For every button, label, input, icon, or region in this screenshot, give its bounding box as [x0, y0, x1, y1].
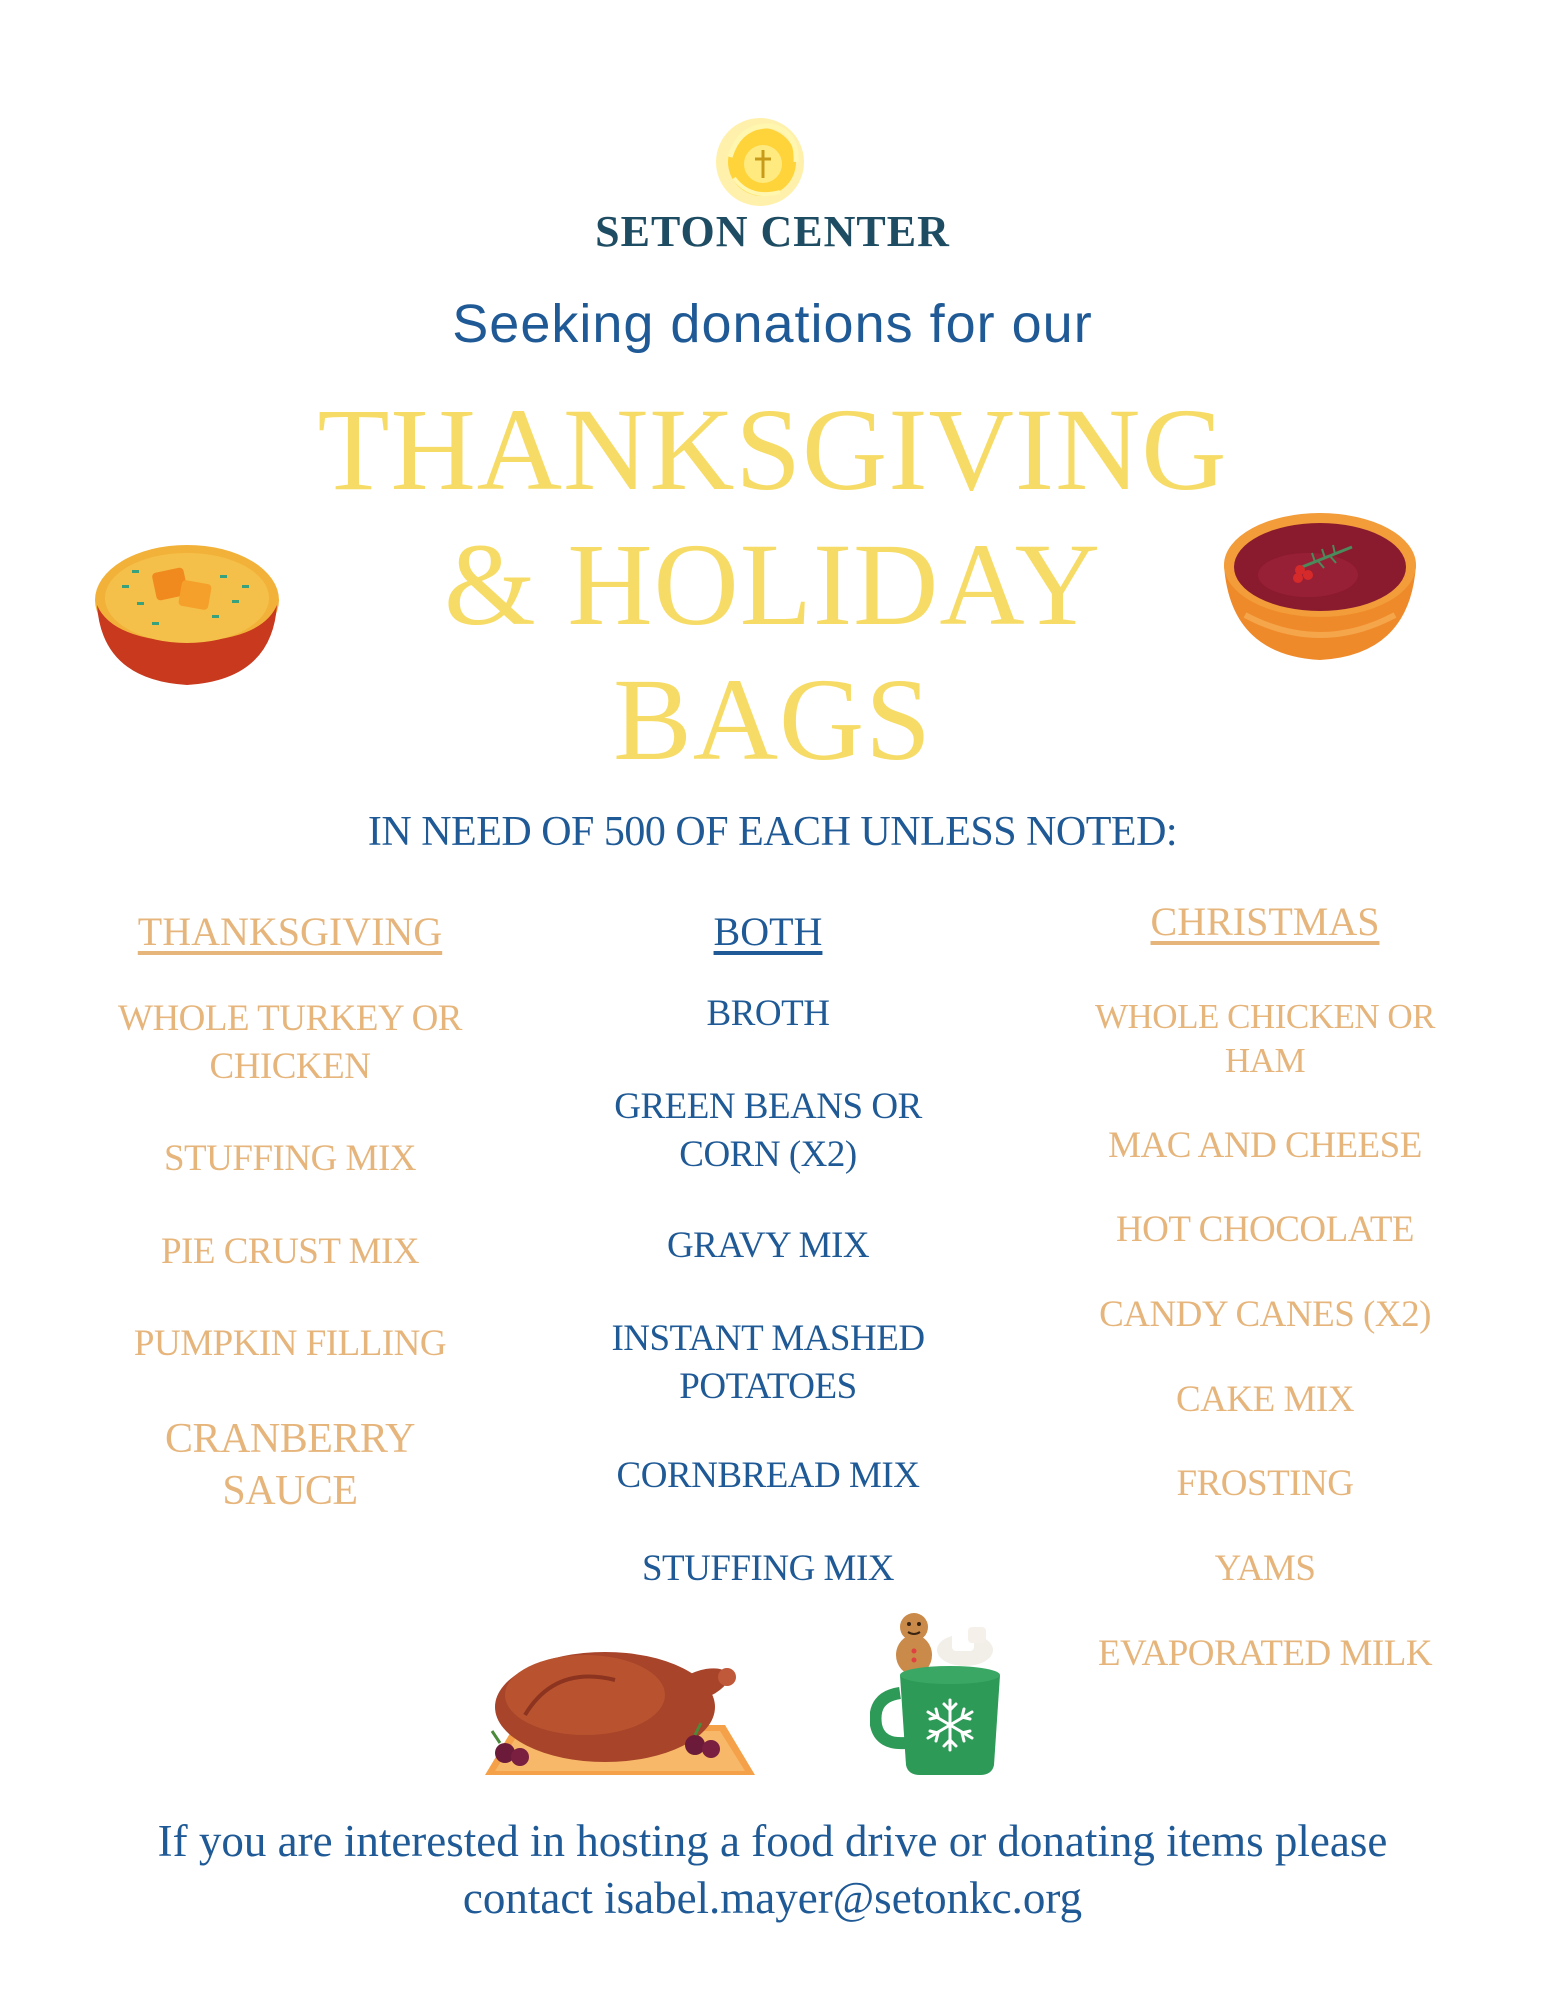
stuffing-bowl-icon [92, 540, 282, 690]
footer-line-1: If you are interested in hosting a food drive or donating items please [157, 1816, 1388, 1866]
org-name: SETON CENTER [595, 207, 950, 256]
both-item: GREEN BEANS OR CORN (X2) [614, 1086, 922, 1175]
heading-christmas: CHRISTMAS [1150, 899, 1380, 944]
seton-logo-icon [710, 112, 810, 212]
headline-line-1: THANKSGIVING [317, 384, 1228, 515]
headline-line-2: & HOLIDAY [444, 519, 1101, 650]
both-item: GRAVY MIX [666, 1225, 870, 1266]
thanksgiving-item: STUFFING MIX [163, 1138, 416, 1179]
christmas-item: FROSTING [1176, 1463, 1354, 1504]
christmas-item: WHOLE CHICKEN OR HAM [1094, 997, 1436, 1080]
thanksgiving-item: CRANBERRY SAUCE [165, 1416, 415, 1514]
footer-contact[interactable]: contact isabel.mayer@setonkc.org [462, 1873, 1083, 1923]
thanksgiving-item: PIE CRUST MIX [160, 1231, 420, 1272]
both-item: STUFFING MIX [641, 1548, 894, 1589]
christmas-item: MAC AND CHEESE [1108, 1125, 1422, 1166]
thanksgiving-item: PUMPKIN FILLING [133, 1323, 447, 1364]
heading-both: BOTH [713, 909, 823, 954]
tagline: Seeking donations for our [452, 294, 1093, 354]
christmas-item: YAMS [1214, 1548, 1316, 1589]
christmas-item: EVAPORATED MILK [1097, 1633, 1433, 1674]
hot-cocoa-mug-icon [870, 1605, 1040, 1780]
both-item: BROTH [706, 993, 830, 1034]
roast-turkey-icon [465, 1625, 765, 1785]
need-note: IN NEED OF 500 OF EACH UNLESS NOTED: [367, 809, 1178, 855]
christmas-item: CANDY CANES (X2) [1099, 1294, 1431, 1335]
heading-thanksgiving: THANKSGIVING [137, 909, 443, 954]
christmas-item: HOT CHOCOLATE [1115, 1209, 1415, 1250]
both-item: INSTANT MASHED POTATOES [611, 1318, 925, 1407]
gingerbread-man-icon [896, 1613, 932, 1675]
cranberry-bowl-icon [1220, 505, 1420, 665]
both-item: CORNBREAD MIX [616, 1455, 920, 1496]
headline-line-3: BAGS [613, 654, 932, 785]
thanksgiving-item: WHOLE TURKEY OR CHICKEN [118, 998, 462, 1087]
christmas-item: CAKE MIX [1176, 1379, 1354, 1420]
